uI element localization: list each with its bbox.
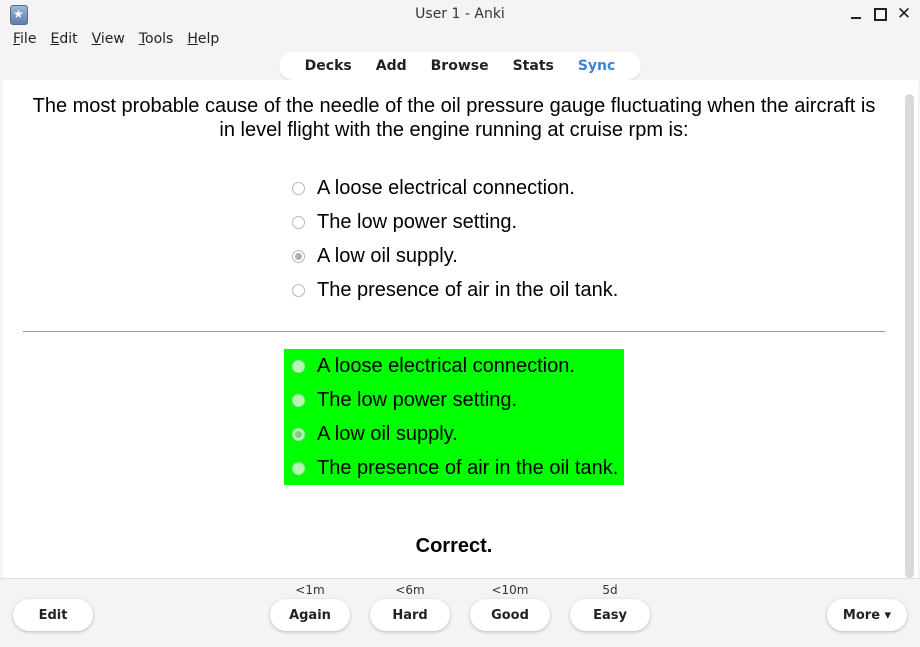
more-button[interactable]: More ▾ [827,599,907,631]
answer-option-item [292,417,624,451]
hard-button[interactable]: Hard [370,599,450,631]
result-text: Correct. [415,535,493,557]
top-toolbar [0,52,920,80]
option-label: The low power setting. [317,210,518,233]
answer-option-item [292,349,624,383]
toolbar-pill [279,52,642,80]
radio-button [292,394,305,407]
menu-bar [0,30,920,52]
minimize-icon[interactable] [848,6,864,22]
window-title: User 1 - Anki [415,6,505,22]
menu-edit[interactable]: Edit [50,31,78,47]
answer-option-item [292,451,624,485]
radio-button [292,462,305,475]
answer-options-box [284,349,624,485]
close-icon[interactable]: ✕ [896,4,912,24]
title-bar [0,0,920,30]
easy-button[interactable]: Easy [570,599,650,631]
option-label: A low oil supply. [317,244,458,267]
good-due-label: <10m [491,583,529,597]
question-text: The most probable cause of the needle of the oil pressure gauge fluctuating when the aircraft is in level flight with the engine running at cruise rpm is: [32,95,876,141]
radio-button-selected [292,428,305,441]
option-item[interactable] [292,171,618,205]
maximize-icon[interactable] [872,6,888,22]
option-label: A low oil supply. [317,422,458,445]
edit-button[interactable]: Edit [13,599,93,631]
menu-view[interactable]: View [91,31,125,47]
good-button[interactable]: Good [470,599,550,631]
stats-link[interactable]: Stats [512,58,554,74]
browse-link[interactable]: Browse [430,58,489,74]
again-button[interactable]: Again [270,599,350,631]
option-label: The low power setting. [317,388,518,411]
decks-link[interactable]: Decks [304,58,352,74]
answer-button-bar [0,578,920,647]
add-link[interactable]: Add [375,58,407,74]
option-label: A loose electrical connection. [317,354,575,377]
again-due-label: <1m [295,583,325,597]
easy-due-label: 5d [602,583,618,597]
menu-tools[interactable]: Tools [138,31,174,47]
question-options [292,171,618,307]
option-item[interactable] [292,273,618,307]
option-label: A loose electrical connection. [317,176,575,199]
menu-help[interactable]: Help [187,31,220,47]
answer-option-item [292,383,624,417]
radio-button[interactable] [292,284,305,297]
hard-due-label: <6m [395,583,425,597]
radio-button [292,360,305,373]
option-label: The presence of air in the oil tank. [317,456,619,479]
option-label: The presence of air in the oil tank. [317,278,619,301]
scrollbar[interactable] [905,94,914,578]
answer-divider [23,331,885,332]
radio-button[interactable] [292,182,305,195]
menu-file[interactable]: File [13,31,37,47]
option-item[interactable] [292,205,618,239]
card-view [3,80,918,578]
sync-link[interactable]: Sync [577,58,616,74]
option-item[interactable] [292,239,618,273]
radio-button[interactable] [292,216,305,229]
radio-button-selected[interactable] [292,250,305,263]
